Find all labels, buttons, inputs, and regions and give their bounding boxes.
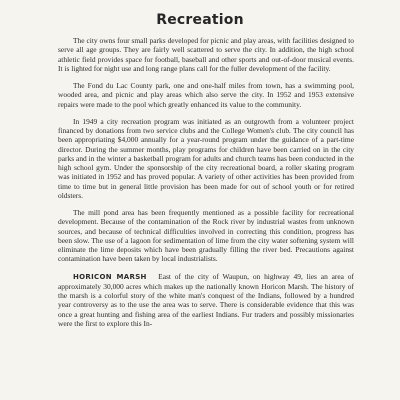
paragraph-mill-pond: The mill pond area has been frequently mentioned as a possible facility for recreational development. Because of the contamination of the Rock river by industrial wastes from unknown sources, and because of technical difficulties involved in correcting this condition, progress has been slow. The use of a lagoon for sedimentation of lime from the city water softening system will eliminate the lime deposits which have been gradually filling the river bed. Precautions against contamination have been taken by local industrialists.	[58, 208, 354, 264]
body-text	[58, 36, 354, 328]
horicon-marsh-label: HORICON MARSH	[73, 272, 147, 281]
horicon-marsh-text: East of the city of Waupun, on highway 49, lies an area of approximately 30,000 acres which makes up the nationally known Horicon Marsh. The history of the marsh is a colorful story of the white man's conquest of the Indians, followed by a hundred year controversy as to the use the area was to serve. There is considerable evidence that this was once a great hunting and fishing area of the earliest Indians. Fur traders and possibly missionaries were the first to explore this In-	[58, 271, 354, 328]
paragraph-parks: The city owns four small parks developed for picnic and play areas, with facilities designed to serve all age groups. They are fairly well scattered to serve the city. In addition, the high school athletic field provides space for football, baseball and other sports and out-of-door musical events. It is lighted for night use and long range plans call for the fuller development of the facility.	[58, 36, 354, 73]
paragraph-county-park: The Fond du Lac County park, one and one-half miles from town, has a swimming pool, wooded area, and picnic and play areas which also serve the city. In 1952 and 1953 extensive repairs were made to the pool which greatly enhanced its value to the community.	[58, 81, 354, 109]
page-title: Recreation	[156, 12, 244, 28]
paragraph-horicon-marsh	[58, 272, 354, 329]
paragraph-recreation-program: In 1949 a city recreation program was initiated as an outgrowth from a volunteer project financed by donations from two service clubs and the College Women's club. The city council has been appropriating $4,000 annually for a year-round program under the guidance of a part-time director. During the summer months, play programs for children have been carried on in the city parks and in the winter a basketball program for adults and church teams has been conducted in the high school gym. Under the sponsorship of the city recreational board, a roller skating program was initiated in 1952 and has proved popular. A variety of other activities has been provided from time to time but in general little provision has been made for out of school youth or for retired oldsters.	[58, 116, 354, 200]
